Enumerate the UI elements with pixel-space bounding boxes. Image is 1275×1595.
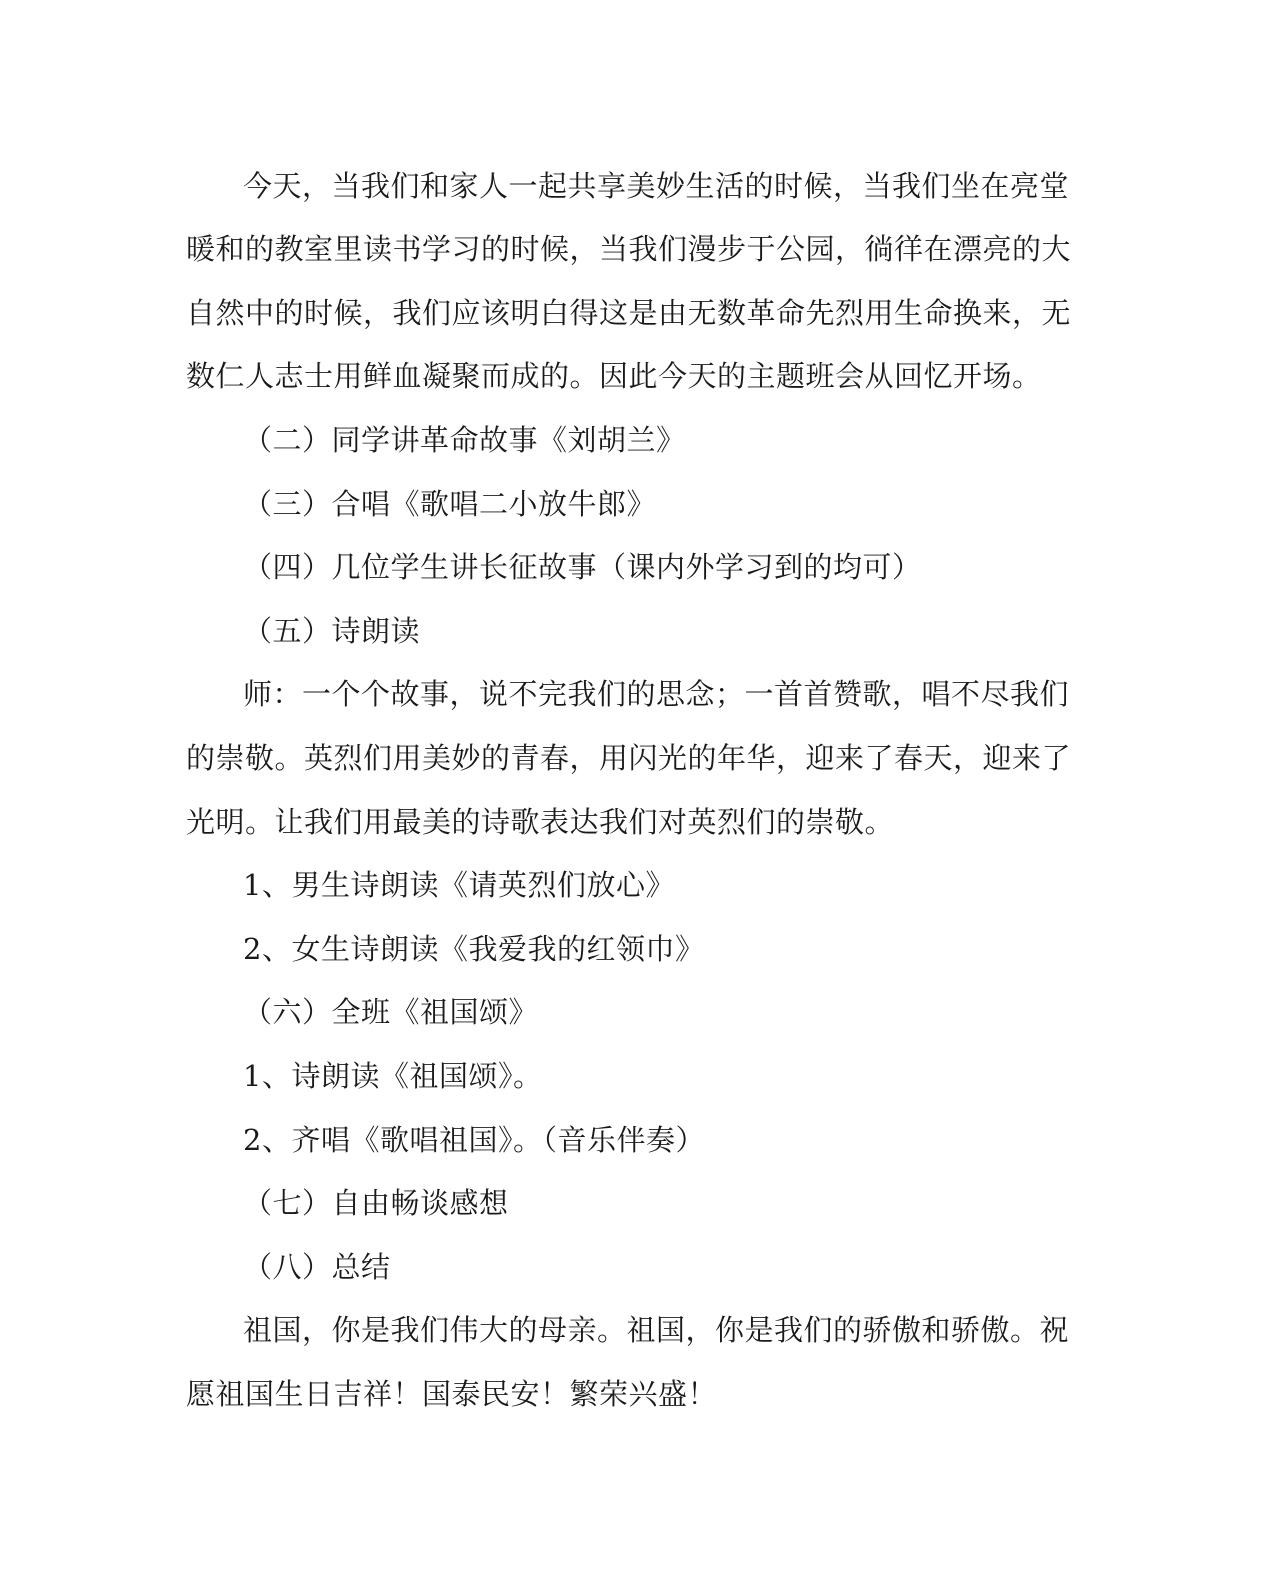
- section-7-heading: （七）自由畅谈感想: [243, 1186, 509, 1220]
- paragraph-2-line-1: 师：一个个故事，说不完我们的思念；一首首赞歌，唱不尽我们: [243, 677, 1070, 711]
- list-item-girls-poem: 2、女生诗朗读《我爱我的红领巾》: [243, 932, 705, 966]
- paragraph-2-line-3: 光明。让我们用最美的诗歌表达我们对英烈们的崇敬。: [186, 805, 895, 839]
- paragraph-1-line-3: 自然中的时候，我们应该明白得这是由无数革命先烈用生命换来，无: [186, 296, 1072, 330]
- list-item-chorus: 2、齐唱《歌唱祖国》。（音乐伴奏）: [243, 1123, 705, 1157]
- paragraph-3-line-2: 愿祖国生日吉祥！国泰民安！繁荣兴盛！: [186, 1377, 718, 1411]
- list-item-poem-reading: 1、诗朗读《祖国颂》。: [243, 1059, 543, 1093]
- paragraph-1-line-2: 暖和的教室里读书学习的时候，当我们漫步于公园，徜徉在漂亮的大: [186, 232, 1072, 266]
- section-8-heading: （八）总结: [243, 1250, 391, 1284]
- section-3-heading: （三）合唱《歌唱二小放牛郎》: [243, 487, 657, 521]
- paragraph-1-line-1: 今天，当我们和家人一起共享美妙生活的时候，当我们坐在亮堂: [243, 169, 1070, 203]
- paragraph-3-line-1: 祖国，你是我们伟大的母亲。祖国，你是我们的骄傲和骄傲。祝: [243, 1313, 1070, 1347]
- list-item-boys-poem: 1、男生诗朗读《请英烈们放心》: [243, 868, 675, 902]
- paragraph-2-line-2: 的崇敬。英烈们用美妙的青春，用闪光的年华，迎来了春天，迎来了: [186, 741, 1072, 775]
- section-2-heading: （二）同学讲革命故事《刘胡兰》: [243, 423, 686, 457]
- section-5-heading: （五）诗朗读: [243, 614, 421, 648]
- section-6-heading: （六）全班《祖国颂》: [243, 995, 539, 1029]
- paragraph-1-line-4: 数仁人志士用鲜血凝聚而成的。因此今天的主题班会从回忆开场。: [186, 359, 1042, 393]
- section-4-heading: （四）几位学生讲长征故事（课内外学习到的均可）: [243, 550, 922, 584]
